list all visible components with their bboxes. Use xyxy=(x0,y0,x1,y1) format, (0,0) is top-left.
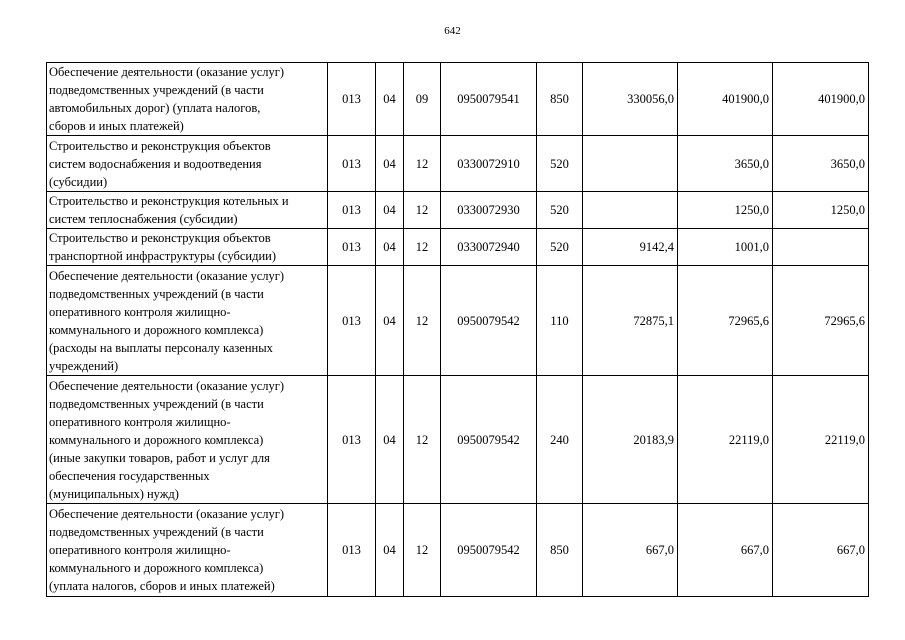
amount-year-2: 667,0 xyxy=(678,504,773,597)
expense-description: Обеспечение деятельности (оказание услуг) подведомственных учреждений (в части оперативного контроля жилищно- коммунального и дорожного комплекса) (уплата налогов, сборов и иных платежей) xyxy=(47,504,328,597)
expense-type-code: 850 xyxy=(537,504,583,597)
subsection-code: 12 xyxy=(404,504,441,597)
expense-type-code: 110 xyxy=(537,266,583,376)
ministry-code: 013 xyxy=(328,192,376,229)
subsection-code: 12 xyxy=(404,266,441,376)
amount-year-1: 20183,9 xyxy=(583,376,678,504)
amount-year-1: 667,0 xyxy=(583,504,678,597)
target-article-code: 0330072930 xyxy=(441,192,537,229)
amount-year-1 xyxy=(583,136,678,192)
table-row xyxy=(47,376,869,504)
amount-year-3: 3650,0 xyxy=(773,136,869,192)
target-article-code: 0330072940 xyxy=(441,229,537,266)
section-code: 04 xyxy=(376,63,404,136)
amount-year-2: 72965,6 xyxy=(678,266,773,376)
table-row xyxy=(47,63,869,136)
expense-description: Обеспечение деятельности (оказание услуг) подведомственных учреждений (в части оперативного контроля жилищно- коммунального и дорожного комплекса) (иные закупки товаров, работ и услуг для обеспечения государственных (муниципальных) нужд) xyxy=(47,376,328,504)
amount-year-3: 667,0 xyxy=(773,504,869,597)
amount-year-3: 72965,6 xyxy=(773,266,869,376)
expense-type-code: 850 xyxy=(537,63,583,136)
ministry-code: 013 xyxy=(328,63,376,136)
expense-type-code: 520 xyxy=(537,192,583,229)
amount-year-2: 1001,0 xyxy=(678,229,773,266)
amount-year-3: 22119,0 xyxy=(773,376,869,504)
subsection-code: 12 xyxy=(404,136,441,192)
section-code: 04 xyxy=(376,266,404,376)
section-code: 04 xyxy=(376,504,404,597)
expense-type-code: 520 xyxy=(537,229,583,266)
subsection-code: 12 xyxy=(404,192,441,229)
subsection-code: 12 xyxy=(404,229,441,266)
amount-year-3: 401900,0 xyxy=(773,63,869,136)
expense-description: Строительство и реконструкция котельных и систем теплоснабжения (субсидии) xyxy=(47,192,328,229)
target-article-code: 0950079541 xyxy=(441,63,537,136)
amount-year-3: 1250,0 xyxy=(773,192,869,229)
subsection-code: 09 xyxy=(404,63,441,136)
expense-description: Строительство и реконструкция объектов транспортной инфраструктуры (субсидии) xyxy=(47,229,328,266)
page-number: 642 xyxy=(444,25,461,37)
table-row xyxy=(47,136,869,192)
expense-description: Обеспечение деятельности (оказание услуг) подведомственных учреждений (в части оперативного контроля жилищно- коммунального и дорожного комплекса) (расходы на выплаты персоналу казенных учреждений) xyxy=(47,266,328,376)
table-row xyxy=(47,504,869,597)
table-row xyxy=(47,266,869,376)
ministry-code: 013 xyxy=(328,504,376,597)
amount-year-3 xyxy=(773,229,869,266)
table-row xyxy=(47,192,869,229)
ministry-code: 013 xyxy=(328,266,376,376)
section-code: 04 xyxy=(376,229,404,266)
budget-table xyxy=(46,62,869,597)
section-code: 04 xyxy=(376,376,404,504)
amount-year-1: 330056,0 xyxy=(583,63,678,136)
expense-description: Строительство и реконструкция объектов систем водоснабжения и водоотведения (субсидии) xyxy=(47,136,328,192)
ministry-code: 013 xyxy=(328,136,376,192)
subsection-code: 12 xyxy=(404,376,441,504)
target-article-code: 0950079542 xyxy=(441,504,537,597)
target-article-code: 0950079542 xyxy=(441,376,537,504)
amount-year-2: 401900,0 xyxy=(678,63,773,136)
expense-type-code: 240 xyxy=(537,376,583,504)
section-code: 04 xyxy=(376,136,404,192)
expense-description: Обеспечение деятельности (оказание услуг) подведомственных учреждений (в части автомобильных дорог) (уплата налогов, сборов и иных платежей) xyxy=(47,63,328,136)
amount-year-2: 1250,0 xyxy=(678,192,773,229)
ministry-code: 013 xyxy=(328,376,376,504)
section-code: 04 xyxy=(376,192,404,229)
target-article-code: 0330072910 xyxy=(441,136,537,192)
amount-year-2: 22119,0 xyxy=(678,376,773,504)
amount-year-2: 3650,0 xyxy=(678,136,773,192)
ministry-code: 013 xyxy=(328,229,376,266)
amount-year-1: 72875,1 xyxy=(583,266,678,376)
amount-year-1 xyxy=(583,192,678,229)
target-article-code: 0950079542 xyxy=(441,266,537,376)
amount-year-1: 9142,4 xyxy=(583,229,678,266)
table-row xyxy=(47,229,869,266)
expense-type-code: 520 xyxy=(537,136,583,192)
